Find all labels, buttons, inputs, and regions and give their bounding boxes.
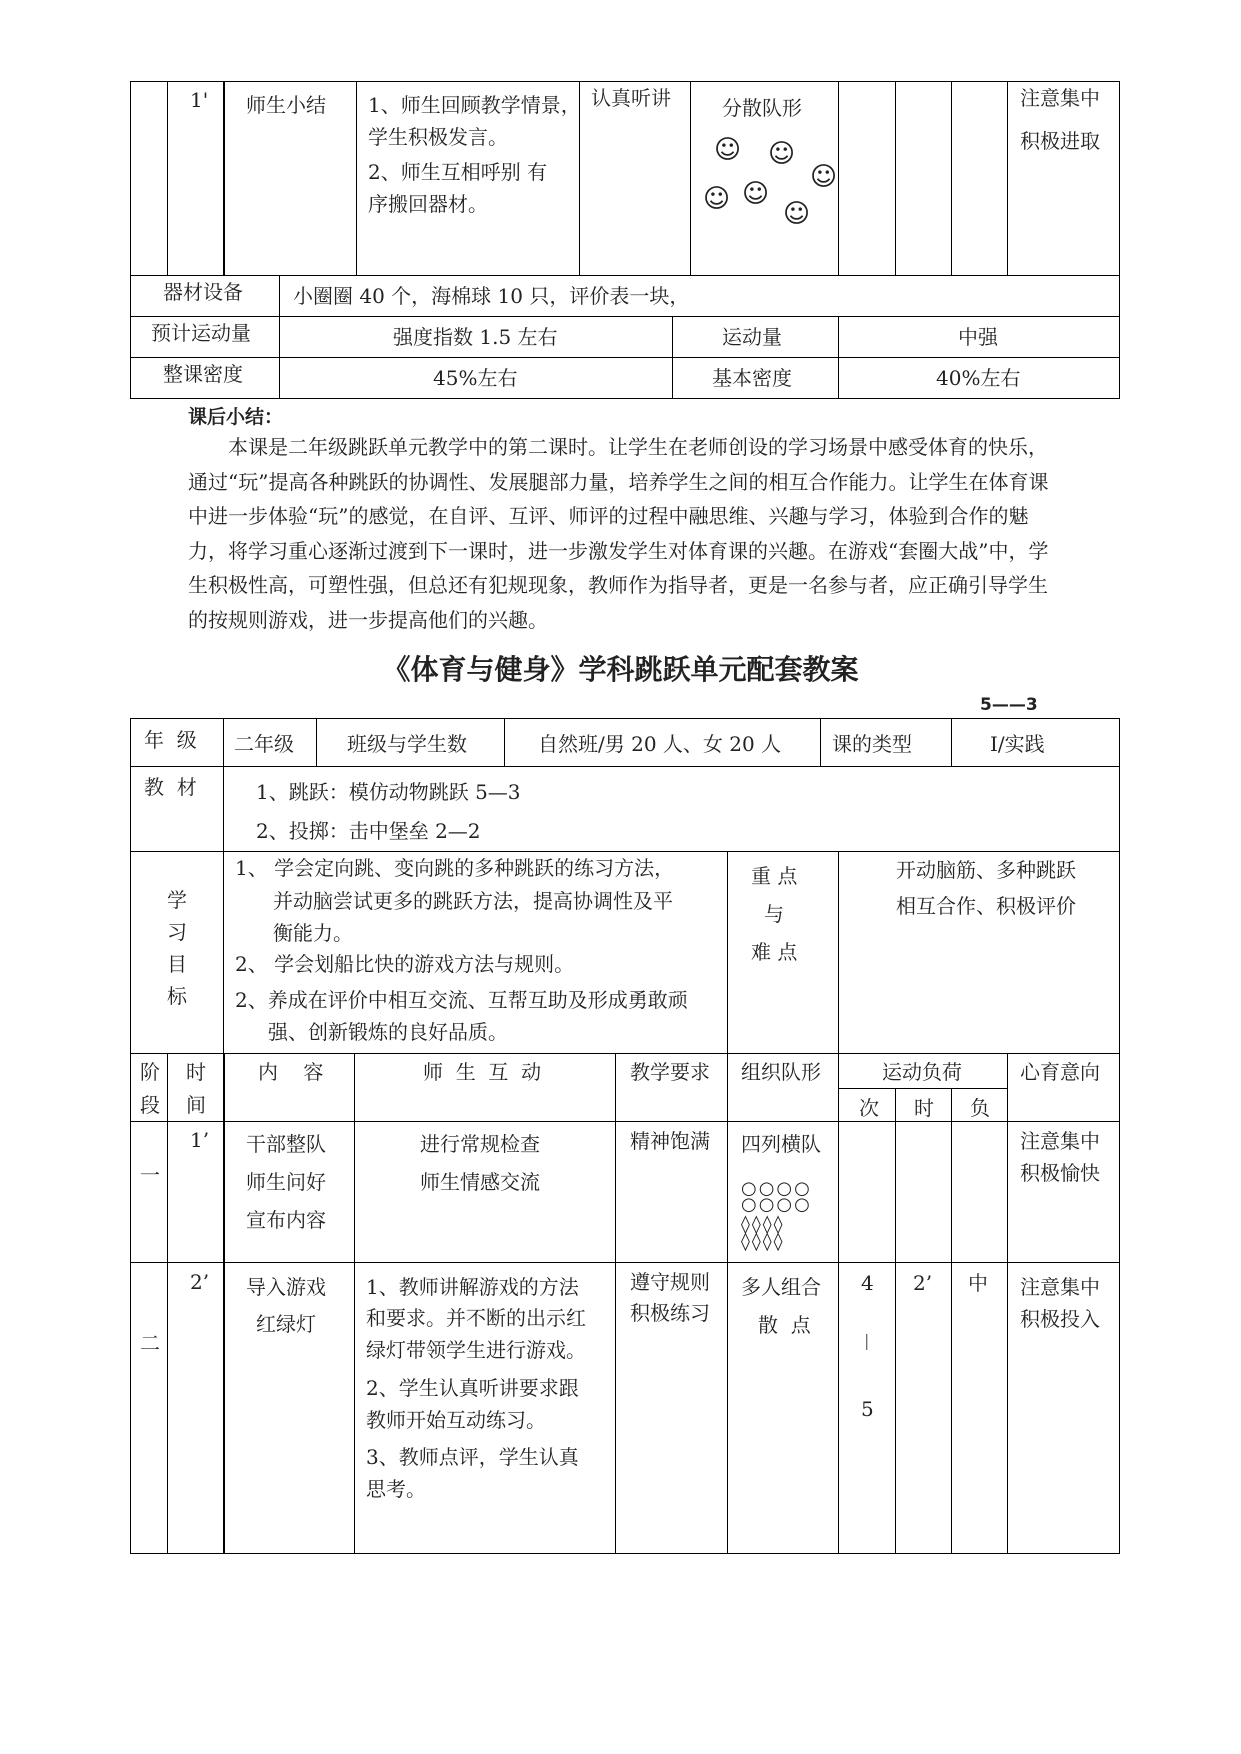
row2-interaction: 和要求。并不断的出示红 [366,1306,586,1330]
type-value: Ⅰ/实践 [990,732,1045,756]
goal-line: 1、 学会定向跳、变向跳的多种跳跃的练习方法， [235,856,675,880]
key-label-line: 难 点 [751,940,798,964]
goal-line: 并动脑尝试更多的跳跃方法，提高协调性及平 [273,889,673,913]
top-mind-line: 注意集中 [1020,86,1100,110]
header-intensity: 负 [970,1096,990,1120]
smiley-icon: ☺ [783,199,811,229]
header-interaction: 师 生 互 动 [423,1060,542,1084]
row2-interaction: 教师开始互动练习。 [366,1408,546,1432]
material-item: 1、跳跃：模仿动物跳跃 5—3 [256,780,521,804]
smiley-icon: ☺ [742,179,770,209]
key-point: 开动脑筋、多种跳跃 [896,858,1076,882]
row1-time: 1’ [190,1128,210,1152]
row2-intensity: 中 [968,1271,988,1295]
circle-icon-row: ○○○○ [741,1194,812,1215]
row2-interaction: 2、学生认真听讲要求跟 [366,1376,579,1400]
row2-formation: 散 点 [758,1313,811,1337]
goal-line: 衡能力。 [273,921,353,945]
row2-mind: 积极投入 [1020,1307,1100,1331]
row1-content: 宣布内容 [246,1208,326,1232]
row2-time: 2’ [190,1270,210,1294]
header-duration: 时 [914,1096,934,1120]
row2-times: | [864,1331,870,1350]
row2-interaction: 3、教师点评，学生认真 [366,1445,579,1469]
material-label: 教 材 [144,775,197,799]
density-label: 整课密度 [163,362,243,386]
row2-interaction: 思考。 [366,1477,426,1501]
row2-mind: 注意集中 [1020,1275,1100,1299]
diamond-icon-row: ◊◊◊◊ [741,1214,785,1235]
row2-content: 导入游戏 [246,1275,326,1299]
page-title: 《体育与健身》学科跳跃单元配套教案 [382,653,859,686]
amount-value: 中强 [958,325,998,349]
goal-line: 强、创新锻炼的良好品质。 [268,1020,508,1044]
goal-label-char: 目 [167,952,187,976]
summary-paragraph: 本课是二年级跳跃单元教学中的第二课时。让学生在老师创设的学习场景中感受体育的快乐，通过“玩”提高各种跳跃的协调性、发展腿部力量，培养学生之间的相互合作能力。让学生在体育课中进一步体验“玩”的感觉，在自评、互评、师评的过程中融思维、兴趣与学习，体验到合作的魅力，将学习重心逐渐过渡到下一课时，进一步激发学生对体育课的兴趣。在游戏“套圈大战”中，学生积极性高，可塑性强，但总还有犯规现象，教师作为指导者，更是一名参与者，应正确引导学生的按规则游戏，进一步提高他们的兴趣。 [188,435,1049,632]
row1-interaction: 进行常规检查 [420,1132,540,1156]
header-stage: 阶 [140,1060,160,1084]
smiley-icon: ☺ [714,135,742,165]
class-label: 班级与学生数 [347,732,467,756]
amount-label: 运动量 [722,325,782,349]
row1-requirement: 精神饱满 [630,1129,710,1153]
row2-content: 红绿灯 [256,1312,316,1336]
goal-label-char: 学 [167,888,187,912]
density-value: 45%左右 [433,366,518,390]
top-formation: 分散队形 [722,96,802,120]
top-interaction-line: 2、师生互相呼别 有 [368,160,548,184]
row2-requirement: 遵守规则 [630,1270,710,1294]
material-item: 2、投掷：击中堡垒 2—2 [256,819,481,843]
smiley-icon: ☺ [768,139,796,169]
grade-value: 二年级 [234,732,294,756]
diamond-icon-row: ◊◊◊◊ [741,1231,785,1252]
goal-line: 2、 学会划船比快的游戏方法与规则。 [235,952,575,976]
goal-label-char: 标 [167,984,187,1008]
row1-mind: 注意集中 [1020,1129,1100,1153]
equipment-label: 器材设备 [163,280,243,304]
lesson-number: 5——3 [980,695,1038,715]
top-mind-line: 积极进取 [1020,129,1100,153]
basic-density-value: 40%左右 [936,366,1021,390]
row1-stage: 一 [140,1163,160,1187]
class-value: 自然班/男 20 人、女 20 人 [538,732,782,756]
top-requirement: 认真听讲 [591,86,671,110]
header-stage: 段 [140,1093,160,1117]
load-value: 强度指数 1.5 左右 [393,325,558,349]
goal-label-char: 习 [167,920,187,944]
top-interaction-line: 1、师生回顾教学情景， [368,93,581,117]
row2-duration: 2’ [913,1271,933,1295]
grade-label: 年 级 [144,728,197,752]
header-mind: 心育意向 [1020,1060,1100,1084]
circle-icon-row: ○○○○ [741,1178,812,1199]
top-interaction-line: 序搬回器材。 [368,192,488,216]
row1-interaction: 师生情感交流 [420,1170,540,1194]
key-label-line: 重 点 [751,864,798,888]
header-content: 内 容 [258,1060,324,1084]
row2-formation: 多人组合 [741,1275,821,1299]
header-requirement: 教学要求 [630,1060,710,1084]
top-content: 师生小结 [246,93,326,117]
row2-requirement: 积极练习 [630,1301,710,1325]
smiley-icon: ☺ [810,162,838,192]
header-load: 运动负荷 [882,1060,962,1084]
header-formation: 组织队形 [741,1060,821,1084]
row1-content: 干部整队 [246,1132,326,1156]
row2-interaction: 绿灯带领学生进行游戏。 [366,1338,586,1362]
row2-times: 4 [861,1271,874,1295]
type-label: 课的类型 [832,732,912,756]
top-time: 1' [190,88,209,112]
header-times: 次 [859,1096,879,1120]
key-point: 相互合作、积极评价 [896,894,1076,918]
row1-formation: 四列横队 [741,1132,821,1156]
row2-times: 5 [861,1397,874,1421]
basic-density-label: 基本密度 [712,366,792,390]
header-time: 间 [186,1093,206,1117]
equipment-value: 小圈圈 40 个，海棉球 10 只，评价表一块， [293,284,690,308]
summary-heading: 课后小结： [188,406,284,428]
row2-interaction: 1、教师讲解游戏的方法 [366,1275,579,1299]
row2-stage: 二 [140,1331,160,1355]
key-label-line: 与 [764,902,784,926]
row1-content: 师生问好 [246,1170,326,1194]
smiley-icon: ☺ [703,184,731,214]
top-interaction-line: 学生积极发言。 [368,125,508,149]
row1-mind: 积极愉快 [1020,1161,1100,1185]
header-time: 时 [186,1060,206,1084]
goal-line: 2、养成在评价中相互交流、互帮互助及形成勇敢顽 [235,988,688,1012]
load-label: 预计运动量 [151,321,251,345]
